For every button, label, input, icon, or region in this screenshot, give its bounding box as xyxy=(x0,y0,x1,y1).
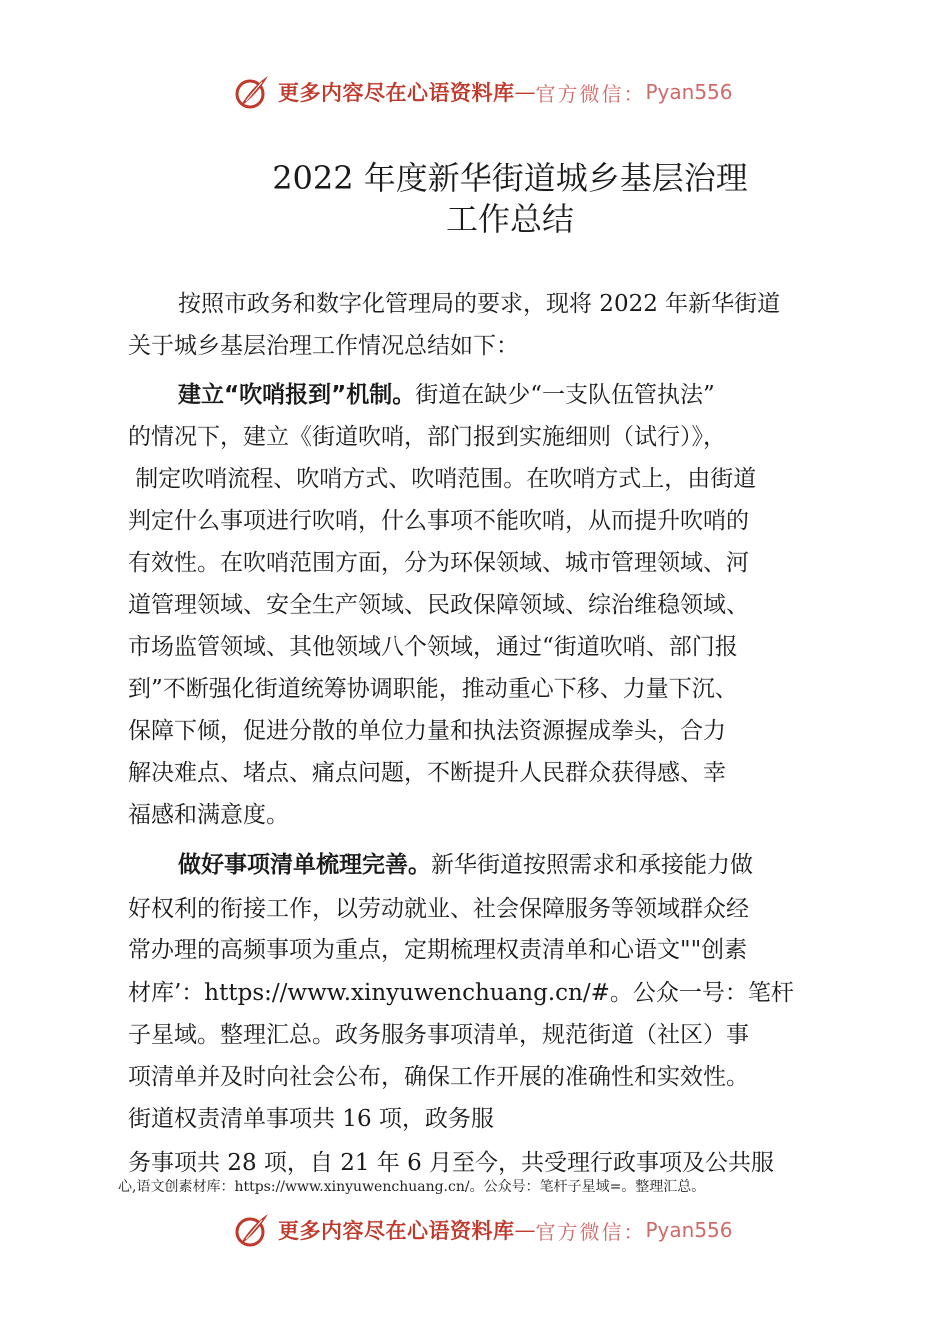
section2-first-line xyxy=(178,850,753,880)
document-title-line-1: 2022 年度新华街道城乡基层治理 xyxy=(272,159,748,197)
section1-line: 制定吹哨流程、吹哨方式、吹哨范围。在吹哨方式上，由街道 xyxy=(128,466,757,492)
watermark-wechat-id: Pyan556 xyxy=(645,1218,733,1242)
watermark-wechat-label: 官方微信： xyxy=(535,1219,646,1244)
feather-pen-logo-icon xyxy=(232,72,272,112)
section2-line: 街道权责清单事项共 16 项，政务服 xyxy=(128,1106,494,1132)
watermark-text: 更多内容尽在心语资料库 xyxy=(278,80,515,105)
section2-line: 材库’：https://www.xinyuwenchuang.cn/#。公众一号：笔杆 xyxy=(128,980,794,1006)
section1-line: 保障下倾，促进分散的单位力量和执法资源握成拳头，合力 xyxy=(128,718,726,744)
section1-first-line-text: 街道在缺少“一支队伍管执法” xyxy=(415,382,715,408)
section1-line: 到”不断强化街道统筹协调职能，推动重心下移、力量下沉、 xyxy=(128,676,738,702)
section1-line: 道管理领域、安全生产领域、民政保障领域、综治维稳领域、 xyxy=(128,592,749,618)
watermark-wechat-id: Pyan556 xyxy=(645,80,733,104)
feather-pen-logo-icon xyxy=(232,1210,272,1250)
document-title-line-2: 工作总结 xyxy=(445,200,574,238)
watermark-wechat-label: 官方微信： xyxy=(535,81,646,106)
intro-line-2: 关于城乡基层治理工作情况总结如下： xyxy=(128,333,519,359)
section2-line: 务事项共 28 项，自 21 年 6 月至今，共受理行政事项及公共服 xyxy=(128,1150,775,1176)
section2-line: 子星域。整理汇总。政务服务事项清单，规范街道（社区）事 xyxy=(128,1022,749,1048)
watermark-separator: — xyxy=(514,80,536,104)
watermark-banner-top xyxy=(232,70,733,114)
section1-line: 判定什么事项进行吹哨，什么事项不能吹哨，从而提升吹哨的 xyxy=(128,508,749,534)
section1-line: 有效性。在吹哨范围方面，分为环保领域、城市管理领域、河 xyxy=(128,550,749,576)
section1-first-line xyxy=(178,380,715,410)
section2-first-line-text: 新华街道按照需求和承接能力做 xyxy=(431,852,753,878)
section2-line: 项清单并及时向社会公布，确保工作开展的准确性和实效性。 xyxy=(128,1064,749,1090)
footnote: 心,语文创素材库：https://www.xinyuwenchuang.cn/。公众号：笔杆子星域=。整理汇总。 xyxy=(118,1179,706,1195)
section1-line: 市场监管领域、其他领域八个领域，通过“街道吹哨、部门报 xyxy=(128,634,738,660)
section2-line: 常办理的高频事项为重点，定期梳理权责清单和心语文""创素 xyxy=(128,937,748,963)
intro-line-1: 按照市政务和数字化管理局的要求，现将 2022 年新华街道 xyxy=(178,291,781,317)
section1-line: 福感和满意度。 xyxy=(128,802,289,828)
section1-line: 解决难点、堵点、痛点问题，不断提升人民群众获得感、幸 xyxy=(128,760,726,786)
section1-line: 的情况下，建立《街道吹哨，部门报到实施细则（试行）》， xyxy=(128,424,726,450)
section2-heading: 做好事项清单梳理完善。 xyxy=(178,852,431,878)
watermark-text: 更多内容尽在心语资料库 xyxy=(278,1218,515,1243)
section1-heading: 建立“吹哨报到”机制。 xyxy=(178,382,416,408)
section2-line: 好权利的衔接工作，以劳动就业、社会保障服务等领域群众经 xyxy=(128,896,749,922)
watermark-banner-bottom xyxy=(232,1208,733,1252)
watermark-separator: — xyxy=(514,1218,536,1242)
